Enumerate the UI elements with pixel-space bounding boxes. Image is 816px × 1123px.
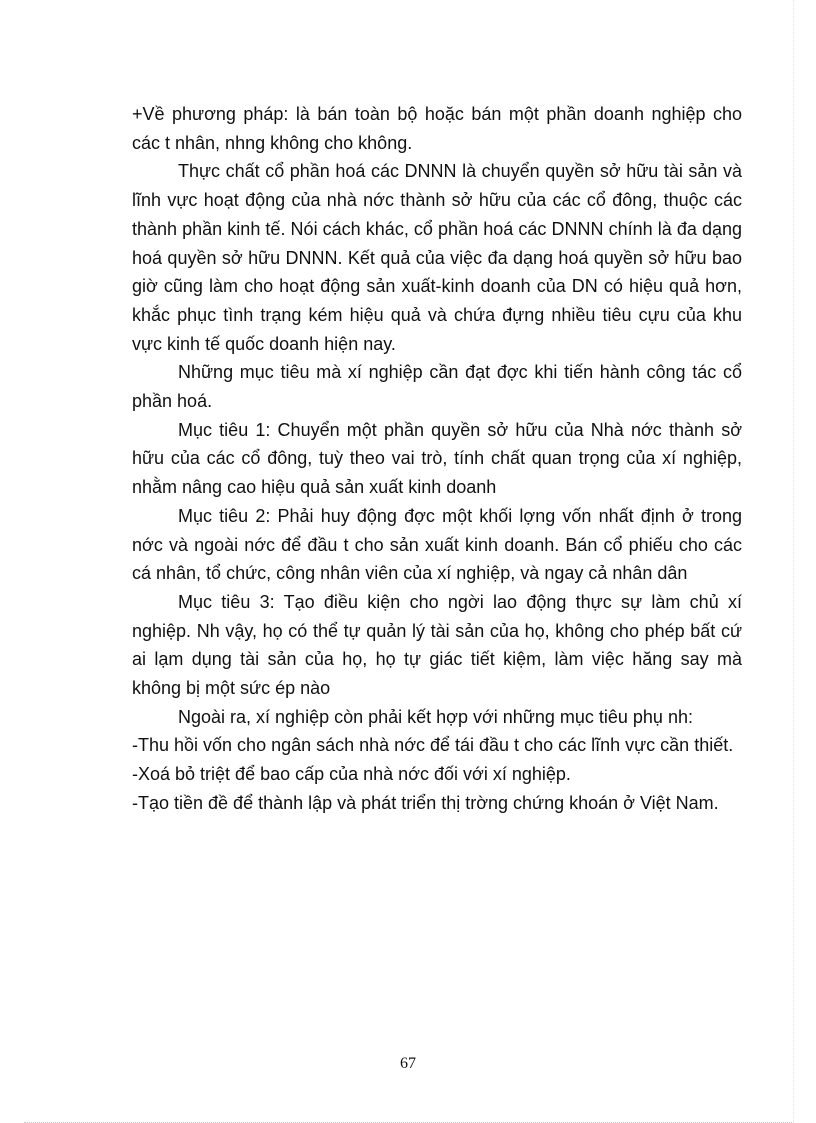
paragraph-essence: Thực chất cổ phần hoá các DNNN là chuyển quyền sở hữu tài sản và lĩnh vực hoạt động của nhà nớc thành sở hữu của các cổ đông, thuộc các thành phần kinh tế. Nói cách khác, cổ phần hoá các DNNN chính là đa dạng hoá quyền sở hữu DNNN. Kết quả của việc đa dạng hoá quyền sở hữu bao giờ cũng làm cho hoạt động sản xuất-kinh doanh của DN có hiệu quả hơn, khắc phục tình trạng kém hiệu quả và chứa đựng nhiều tiêu cựu của khu vực kinh tế quốc doanh hiện nay. <box>132 161 742 354</box>
list-item-recover-capital: -Thu hồi vốn cho ngân sách nhà nớc để tái đầu t cho các lĩnh vực cần thiết. <box>132 735 734 756</box>
page-edge-rule <box>793 0 794 1123</box>
paragraph-method: +Về phương pháp: là bán toàn bộ hoặc bán một phần doanh nghiệp cho các t nhân, nhng không cho không. <box>132 104 742 153</box>
paragraph-goal-1: Mục tiêu 1: Chuyển một phần quyền sở hữu của Nhà nớc thành sở hữu của các cổ đông, tuỳ theo vai trò, tính chất quan trọng của xí nghiệp, nhằm nâng cao hiệu quả sản xuất kinh doanh <box>132 419 742 498</box>
list-item-remove-subsidy: -Xoá bỏ triệt để bao cấp của nhà nớc đối với xí nghiệp. <box>132 764 571 785</box>
paragraph-goal-2: Mục tiêu 2: Phải huy động đợc một khối lợng vốn nhất định ở trong nớc và ngoài nớc để đầu t cho sản xuất kinh doanh. Bán cổ phiếu cho các cá nhân, tổ chức, công nhân viên của xí nghiệp, và ngay cả nhân dân <box>132 505 742 584</box>
paragraph-goal-3: Mục tiêu 3: Tạo điều kiện cho ngời lao động thực sự làm chủ xí nghiệp. Nh vậy, họ có thể tự quản lý tài sản của họ, không cho phép bất cứ ai lạm dụng tài sản của họ, họ tự giác tiết kiệm, làm việc hăng say mà không bị một sức ép nào <box>132 591 742 699</box>
paragraph-secondary-goals: Ngoài ra, xí nghiệp còn phải kết hợp với những mục tiêu phụ nh: <box>178 706 693 727</box>
list-item-stock-market: -Tạo tiền đề để thành lập và phát triển thị trờng chứng khoán ở Việt Nam. <box>132 792 719 813</box>
body-text <box>132 100 742 818</box>
paragraph-goals-intro: Những mục tiêu mà xí nghiệp cần đạt đợc khi tiến hành công tác cổ phần hoá. <box>132 362 742 412</box>
page-number: 67 <box>400 1055 416 1072</box>
